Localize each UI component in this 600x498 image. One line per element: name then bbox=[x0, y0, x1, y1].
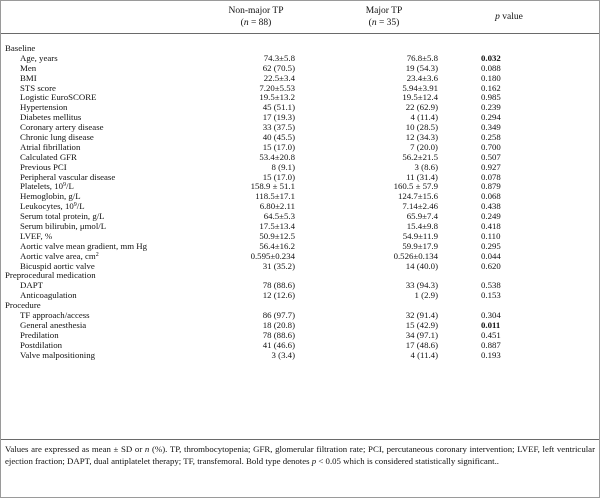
table-row bbox=[1, 133, 599, 143]
footnote-p-symbol: p bbox=[311, 455, 317, 466]
row-label-text: Valve malpositioning bbox=[20, 349, 96, 360]
row-label-unit: /L bbox=[66, 181, 74, 192]
cell-major-tp: 1 (2.9) bbox=[414, 290, 438, 301]
cell-non-major-tp: 56.4±16.2 bbox=[259, 240, 295, 251]
table-row bbox=[1, 64, 599, 74]
cell-major-tp: 7.14±2.46 bbox=[402, 201, 438, 212]
header-non-major-tp-title: Non-major TP bbox=[228, 6, 284, 16]
cell-p-value: 0.180 bbox=[481, 72, 501, 83]
cell-major-tp: 65.9±7.4 bbox=[406, 211, 438, 222]
cell-non-major-tp: 3 (3.4) bbox=[271, 349, 295, 360]
cell-non-major-tp: 53.4±20.8 bbox=[259, 151, 295, 162]
row-label-text: Calculated GFR bbox=[20, 151, 77, 162]
row-label-text: Coronary artery disease bbox=[20, 122, 104, 133]
cell-p-value: 0.620 bbox=[481, 260, 501, 271]
row-label-text: Aortic valve area, cm bbox=[20, 250, 96, 261]
cell-p-value: 0.088 bbox=[481, 62, 501, 73]
row-label-text: Serum total protein, g/L bbox=[20, 211, 105, 222]
cell-p-value: 0.451 bbox=[481, 329, 501, 340]
row-label-text: BMI bbox=[20, 72, 37, 83]
cell-major-tp: 19.5±12.4 bbox=[402, 92, 438, 103]
cell-non-major-tp: 62 (70.5) bbox=[262, 62, 295, 73]
cell-major-tp: 76.8±5.8 bbox=[406, 52, 438, 63]
row-label-text: Aortic valve mean gradient, mm Hg bbox=[20, 240, 148, 251]
paren-open: ( bbox=[240, 18, 244, 28]
row-label-text: Men bbox=[20, 62, 37, 73]
cell-p-value: 0.294 bbox=[481, 112, 501, 123]
cell-non-major-tp: 7.20±5.53 bbox=[259, 82, 295, 93]
cell-non-major-tp: 45 (51.1) bbox=[262, 102, 295, 113]
cell-major-tp: 15.4±9.8 bbox=[406, 221, 438, 232]
n-count: = 88) bbox=[248, 18, 272, 28]
cell-non-major-tp: 74.3±5.8 bbox=[263, 52, 295, 63]
cell-non-major-tp: 41 (46.6) bbox=[262, 339, 295, 350]
cell-major-tp: 5.94±3.91 bbox=[402, 82, 438, 93]
paren-open: ( bbox=[368, 18, 372, 28]
cell-non-major-tp: 17.5±13.4 bbox=[259, 221, 295, 232]
cell-p-value: 0.700 bbox=[481, 141, 501, 152]
row-label-superscript: 2 bbox=[95, 251, 99, 258]
table-row bbox=[1, 291, 599, 301]
table-row bbox=[1, 351, 599, 361]
cell-non-major-tp: 78 (88.6) bbox=[262, 280, 295, 291]
section-heading-row bbox=[1, 271, 599, 281]
row-label-text: DAPT bbox=[20, 280, 43, 291]
table-row bbox=[1, 311, 599, 321]
table-body bbox=[1, 44, 599, 361]
cell-major-tp: 11 (31.4) bbox=[406, 171, 438, 182]
cell-p-value: 0.887 bbox=[481, 339, 501, 350]
table-row bbox=[1, 222, 599, 232]
cell-non-major-tp: 86 (97.7) bbox=[262, 310, 295, 321]
cell-non-major-tp: 31 (35.2) bbox=[262, 260, 295, 271]
footnote-text-3: < 0.05 which is considered statistically significant.. bbox=[316, 455, 500, 466]
row-label-text: LVEF, % bbox=[20, 230, 53, 241]
cell-non-major-tp: 22.5±3.4 bbox=[263, 72, 295, 83]
cell-non-major-tp: 12 (12.6) bbox=[262, 290, 295, 301]
footnote-text-1: Values are expressed as mean ± SD or bbox=[5, 444, 145, 454]
row-label bbox=[20, 351, 95, 361]
cell-non-major-tp: 18 (20.8) bbox=[262, 319, 295, 330]
cell-p-value: 0.078 bbox=[481, 171, 501, 182]
cell-non-major-tp: 15 (17.0) bbox=[262, 141, 295, 152]
cell-major-tp: 12 (34.3) bbox=[405, 132, 438, 143]
cell-major-tp: 32 (91.4) bbox=[405, 310, 438, 321]
table-row bbox=[1, 54, 599, 64]
cell-p-value: 0.162 bbox=[481, 82, 501, 93]
row-label-text: Logistic EuroSCORE bbox=[20, 92, 97, 103]
cell-non-major-tp: 19.5±13.2 bbox=[259, 92, 295, 103]
cell-major-tp: 17 (48.6) bbox=[405, 339, 438, 350]
row-label-text: Serum bilirubin, μmol/L bbox=[20, 221, 107, 232]
section-heading bbox=[5, 271, 96, 281]
cell-p-value: 0.418 bbox=[481, 221, 501, 232]
row-label-text: Hemoglobin, g/L bbox=[20, 191, 81, 202]
footnote-n-symbol: n bbox=[144, 444, 150, 454]
section-heading-row bbox=[1, 44, 599, 54]
cell-major-tp: 14 (40.0) bbox=[405, 260, 438, 271]
header-non-major-tp-n bbox=[216, 17, 296, 29]
row-label-text: Peripheral vascular disease bbox=[20, 171, 116, 182]
table-row bbox=[1, 321, 599, 331]
cell-major-tp: 4 (11.4) bbox=[410, 349, 438, 360]
cell-p-value: 0.239 bbox=[481, 102, 501, 113]
cell-p-value: 0.879 bbox=[481, 181, 501, 192]
row-label-text: Atrial fibrillation bbox=[20, 141, 81, 152]
cell-non-major-tp: 50.9±12.5 bbox=[259, 230, 295, 241]
cell-p-value: 0.110 bbox=[481, 230, 501, 241]
table-row bbox=[1, 182, 599, 192]
cell-major-tp: 33 (94.3) bbox=[405, 280, 438, 291]
table-row bbox=[1, 173, 599, 183]
cell-p-value: 0.349 bbox=[481, 122, 501, 133]
cell-non-major-tp: 17 (19.3) bbox=[262, 112, 295, 123]
row-label-text: Preprocedural medication bbox=[5, 270, 96, 281]
cell-non-major-tp: 158.9 ± 51.1 bbox=[250, 181, 295, 192]
row-label-text: STS score bbox=[20, 82, 56, 93]
row-label-text: TF approach/access bbox=[20, 310, 90, 321]
n-symbol: n bbox=[243, 18, 249, 28]
cell-p-value: 0.032 bbox=[481, 52, 501, 63]
n-count: = 35) bbox=[376, 18, 400, 28]
cell-p-value: 0.507 bbox=[481, 151, 501, 162]
table-row bbox=[1, 281, 599, 291]
row-label-text: General anesthesia bbox=[20, 319, 87, 330]
cell-non-major-tp: 0.595±0.234 bbox=[250, 250, 295, 261]
cell-major-tp: 4 (11.4) bbox=[410, 112, 438, 123]
cell-major-tp: 22 (62.9) bbox=[405, 102, 438, 113]
cell-major-tp: 7 (20.0) bbox=[410, 141, 438, 152]
cell-p-value: 0.044 bbox=[481, 250, 501, 261]
p-symbol: p bbox=[495, 12, 500, 22]
cell-p-value: 0.153 bbox=[481, 290, 501, 301]
section-heading-row bbox=[1, 301, 599, 311]
cell-p-value: 0.295 bbox=[481, 240, 501, 251]
cell-non-major-tp: 8 (9.1) bbox=[271, 161, 295, 172]
table-row bbox=[1, 74, 599, 84]
header-major-tp-title: Major TP bbox=[365, 6, 403, 16]
cell-major-tp: 56.2±21.5 bbox=[402, 151, 438, 162]
table-row bbox=[1, 192, 599, 202]
row-label-text: Previous PCI bbox=[20, 161, 67, 172]
cell-major-tp: 124.7±15.6 bbox=[397, 191, 438, 202]
cell-non-major-tp: 40 (45.5) bbox=[262, 132, 295, 143]
p-value-text: value bbox=[499, 12, 523, 22]
cell-major-tp: 34 (97.1) bbox=[405, 329, 438, 340]
row-label-text: Chronic lung disease bbox=[20, 132, 94, 143]
footnote-text-2: (%). TP, thrombocytopenia; GFR, glomerular filtration rate; PCI, percutaneous coronary intervention; LVEF, left ventricular ejection fraction; DAPT, dual antiplatelet therapy; TF, transfemoral. Bold type denotes bbox=[5, 444, 596, 466]
row-label-text: Platelets, 10 bbox=[20, 181, 64, 192]
cell-p-value: 0.927 bbox=[481, 161, 501, 172]
n-symbol: n bbox=[371, 18, 377, 28]
cell-major-tp: 10 (28.5) bbox=[405, 122, 438, 133]
row-label-superscript: 9 bbox=[63, 182, 67, 189]
cell-p-value: 0.068 bbox=[481, 191, 501, 202]
cell-major-tp: 19 (54.3) bbox=[405, 62, 438, 73]
table-row bbox=[1, 93, 599, 103]
cell-p-value: 0.249 bbox=[481, 211, 501, 222]
header-major-tp bbox=[349, 5, 419, 29]
header-non-major-tp bbox=[216, 5, 296, 29]
cell-major-tp: 3 (8.6) bbox=[414, 161, 438, 172]
row-label-text: Procedure bbox=[5, 300, 41, 311]
row-label-text: Hypertension bbox=[20, 102, 68, 113]
cell-p-value: 0.011 bbox=[481, 319, 501, 330]
table-row bbox=[1, 103, 599, 113]
cell-p-value: 0.438 bbox=[481, 201, 501, 212]
table-row bbox=[1, 153, 599, 163]
cell-non-major-tp: 118.5±17.1 bbox=[255, 191, 295, 202]
row-label-text: Age, years bbox=[20, 52, 58, 63]
cell-major-tp: 54.9±11.9 bbox=[402, 230, 438, 241]
cell-p-value: 0.985 bbox=[481, 92, 501, 103]
cell-non-major-tp: 33 (37.5) bbox=[262, 122, 295, 133]
footer-divider bbox=[1, 439, 599, 440]
cell-p-value: 0.304 bbox=[481, 310, 501, 321]
row-label-text: Predilation bbox=[20, 329, 59, 340]
cell-major-tp: 23.4±3.6 bbox=[406, 72, 438, 83]
cell-p-value: 0.193 bbox=[481, 349, 501, 360]
row-label-text: Leukocytes, 10 bbox=[20, 201, 74, 212]
cell-p-value: 0.538 bbox=[481, 280, 501, 291]
table-header bbox=[1, 1, 599, 34]
row-label-text: Anticoagulation bbox=[20, 290, 77, 301]
cell-non-major-tp: 64.5±5.3 bbox=[263, 211, 295, 222]
table-row bbox=[1, 331, 599, 341]
row-label-text: Bicuspid aortic valve bbox=[20, 260, 95, 271]
header-major-tp-n bbox=[349, 17, 419, 29]
row-label-superscript: 9 bbox=[73, 202, 77, 209]
cell-p-value: 0.258 bbox=[481, 132, 501, 143]
cell-non-major-tp: 78 (88.6) bbox=[262, 329, 295, 340]
table-row bbox=[1, 143, 599, 153]
row-label-unit: /L bbox=[76, 201, 85, 212]
cell-major-tp: 15 (42.9) bbox=[405, 319, 438, 330]
cell-non-major-tp: 15 (17.0) bbox=[262, 171, 295, 182]
row-label-text: Baseline bbox=[5, 43, 36, 53]
cell-major-tp: 59.9±17.9 bbox=[402, 240, 438, 251]
row-label-text: Postdilation bbox=[20, 339, 63, 350]
row-label-text: Diabetes mellitus bbox=[20, 112, 82, 123]
cell-non-major-tp: 6.80±2.11 bbox=[259, 201, 295, 212]
cell-major-tp: 0.526±0.134 bbox=[393, 250, 438, 261]
header-p-value bbox=[479, 11, 539, 23]
cell-major-tp: 160.5 ± 57.9 bbox=[393, 181, 438, 192]
table-footnote bbox=[5, 444, 595, 467]
